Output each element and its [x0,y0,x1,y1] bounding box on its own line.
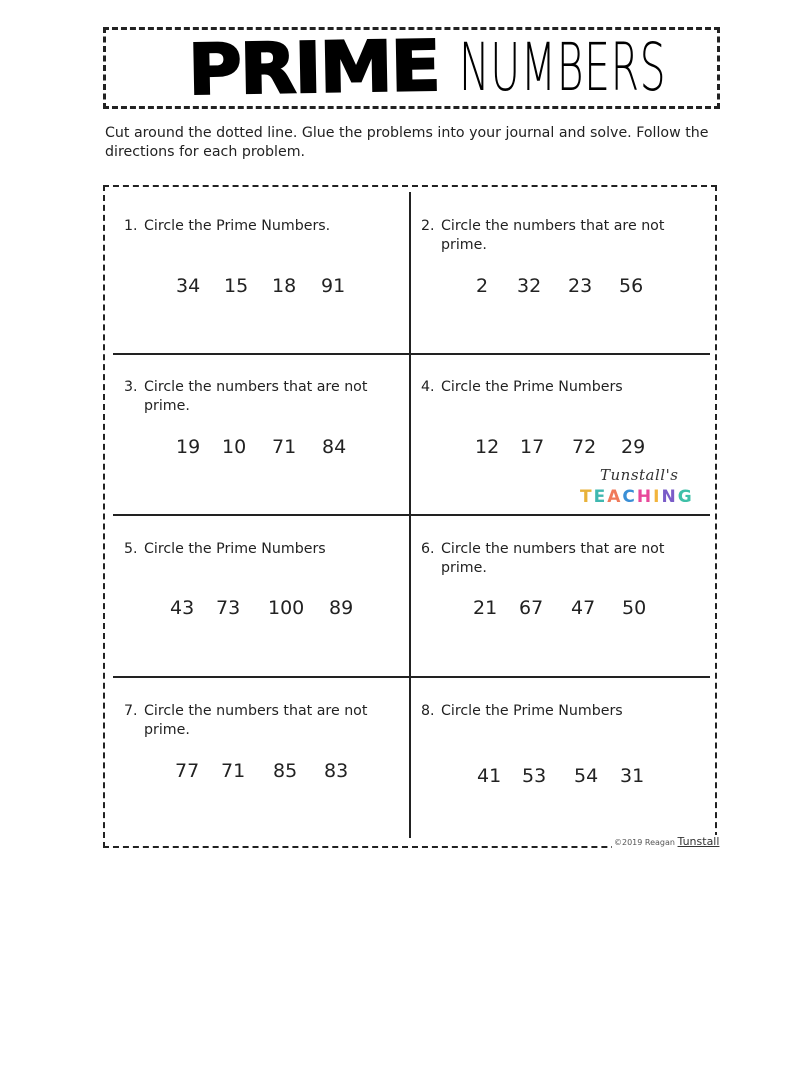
number-choice[interactable]: 77 [175,760,200,782]
problem-5-question [124,540,406,559]
problem-3-question [124,378,406,416]
logo-teaching [580,487,694,507]
number-choice[interactable]: 89 [329,597,354,619]
problem-text: Circle the numbers that are not prime. [441,541,665,576]
problem-1-question [124,217,406,236]
logo-letter: G [677,487,694,507]
grid-divider-horizontal [113,514,710,516]
copyright-prefix: ©2019 Reagan [614,838,675,847]
number-choice[interactable]: 12 [475,436,500,458]
number-choice[interactable]: 29 [621,436,646,458]
problem-8-question [421,702,711,721]
problem-text: Circle the Prime Numbers [441,379,623,395]
grid-divider-horizontal [113,676,710,678]
logo-letter: N [661,487,678,507]
problem-text: Circle the numbers that are not prime. [441,218,665,253]
problem-7-question [124,702,406,740]
instructions: Cut around the dotted line. Glue the problems into your journal and solve. Follow the directions for each problem. [105,125,709,160]
problem-number: 3. [124,379,138,395]
number-choice[interactable]: 31 [620,765,645,787]
problem-6-question [421,540,711,578]
number-choice[interactable]: 56 [619,275,644,297]
number-choice[interactable]: 54 [574,765,599,787]
number-choice[interactable]: 34 [176,275,201,297]
title-banner [103,24,720,112]
number-choice[interactable]: 72 [572,436,597,458]
problem-number: 8. [421,703,435,719]
problem-number: 7. [124,703,138,719]
copyright [612,835,721,848]
number-choice[interactable]: 71 [221,760,246,782]
logo-letter: E [593,487,608,507]
number-choice[interactable]: 43 [170,597,195,619]
number-choice[interactable]: 32 [517,275,542,297]
number-choice[interactable]: 100 [268,597,305,619]
grid-divider-horizontal [113,353,710,355]
number-choice[interactable]: 53 [522,765,547,787]
title-prime: PRIME [187,24,440,112]
number-choice[interactable]: 47 [571,597,596,619]
number-choice[interactable]: 50 [622,597,647,619]
number-choice[interactable]: 41 [477,765,502,787]
problem-text: Circle the Prime Numbers [144,541,326,557]
problem-text: Circle the numbers that are not prime. [144,379,368,414]
number-choice[interactable]: 67 [519,597,544,619]
tunstalls-teaching-logo [578,466,703,510]
number-choice[interactable]: 91 [321,275,346,297]
problem-number: 6. [421,541,435,557]
logo-letter: T [580,487,594,507]
number-choice[interactable]: 85 [273,760,298,782]
number-choice[interactable]: 84 [322,436,347,458]
problem-text: Circle the numbers that are not prime. [144,703,368,738]
title-numbers: NUMBERS [458,29,667,106]
number-choice[interactable]: 17 [520,436,545,458]
problem-text: Circle the Prime Numbers. [144,218,331,234]
problem-number: 2. [421,218,435,234]
problem-number: 5. [124,541,138,557]
number-choice[interactable]: 83 [324,760,349,782]
logo-script: Tunstall's [600,466,679,484]
problem-4-question [421,378,711,397]
number-choice[interactable]: 15 [224,275,249,297]
number-choice[interactable]: 10 [222,436,247,458]
problem-number: 4. [421,379,435,395]
number-choice[interactable]: 18 [272,275,297,297]
number-choice[interactable]: 2 [476,275,489,297]
number-choice[interactable]: 19 [176,436,201,458]
logo-letter: H [636,487,654,507]
number-choice[interactable]: 21 [473,597,498,619]
number-choice[interactable]: 23 [568,275,593,297]
problem-2-question [421,217,711,255]
problem-number: 1. [124,218,138,234]
logo-letter: A [607,487,623,507]
number-choice[interactable]: 73 [216,597,241,619]
logo-letter: I [653,487,662,507]
number-choice[interactable]: 71 [272,436,297,458]
logo-letter: C [622,487,637,507]
problem-text: Circle the Prime Numbers [441,703,623,719]
copyright-name: Tunstall [677,835,720,848]
